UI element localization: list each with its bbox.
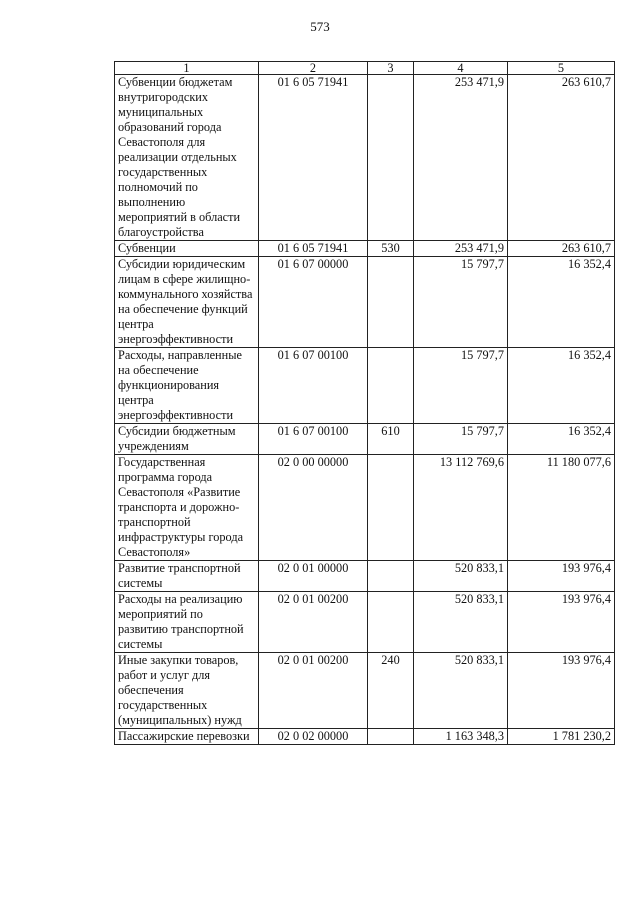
row-code: 01 6 07 00000: [259, 257, 368, 348]
row-value-1: 1 163 348,3: [414, 729, 508, 745]
row-value-1: 15 797,7: [414, 348, 508, 424]
row-name: Развитие транспортной системы: [115, 561, 259, 592]
table-row: [115, 75, 615, 241]
row-value-2: 193 976,4: [508, 592, 615, 653]
table-row: [115, 455, 615, 561]
table-row: [115, 653, 615, 729]
row-name: Расходы на реализацию мероприятий по развитию транспортной системы: [115, 592, 259, 653]
row-name: Государственная программа города Севастополя «Развитие транспорта и дорожно-транспортной инфраструктуры города Севастополя»: [115, 455, 259, 561]
row-code: 01 6 05 71941: [259, 241, 368, 257]
page-number: 573: [310, 19, 330, 34]
column-header: 3: [368, 62, 414, 75]
row-value-1: 253 471,9: [414, 75, 508, 241]
table-row: [115, 348, 615, 424]
row-value-2: 16 352,4: [508, 424, 615, 455]
row-name: Субвенции бюджетам внутригородских муниципальных образований города Севастополя для реализации отдельных государственных полномочий по выполнению мероприятий в области благоустройства: [115, 75, 259, 241]
row-code: 02 0 00 00000: [259, 455, 368, 561]
row-code: 02 0 02 00000: [259, 729, 368, 745]
row-value-2: 16 352,4: [508, 348, 615, 424]
row-value-1: 520 833,1: [414, 592, 508, 653]
row-name: Расходы, направленные на обеспечение функционирования центра энергоэффективности: [115, 348, 259, 424]
row-value-1: 253 471,9: [414, 241, 508, 257]
row-name: Субвенции: [115, 241, 259, 257]
row-category: [368, 729, 414, 745]
table-row: [115, 561, 615, 592]
row-code: 01 6 05 71941: [259, 75, 368, 241]
row-value-1: 520 833,1: [414, 653, 508, 729]
row-category: [368, 561, 414, 592]
row-name: Иные закупки товаров, работ и услуг для обеспечения государственных (муниципальных) нужд: [115, 653, 259, 729]
row-name: Субсидии юридическим лицам в сфере жилищно-коммунального хозяйства на обеспечение функций центра энергоэффективности: [115, 257, 259, 348]
table-row: [115, 257, 615, 348]
column-header: 4: [414, 62, 508, 75]
table-row: [115, 729, 615, 745]
table-row: [115, 241, 615, 257]
row-category: 240: [368, 653, 414, 729]
row-name: Субсидии бюджетным учреждениям: [115, 424, 259, 455]
row-category: [368, 257, 414, 348]
column-header: 2: [259, 62, 368, 75]
table-row: [115, 592, 615, 653]
row-code: 01 6 07 00100: [259, 424, 368, 455]
row-category: 530: [368, 241, 414, 257]
row-value-1: 520 833,1: [414, 561, 508, 592]
row-value-2: 263 610,7: [508, 75, 615, 241]
row-value-2: 16 352,4: [508, 257, 615, 348]
row-category: [368, 75, 414, 241]
column-header: 1: [115, 62, 259, 75]
header-row: [115, 62, 615, 75]
row-value-2: 263 610,7: [508, 241, 615, 257]
row-value-2: 1 781 230,2: [508, 729, 615, 745]
row-code: 01 6 07 00100: [259, 348, 368, 424]
row-value-2: 193 976,4: [508, 653, 615, 729]
row-value-1: 13 112 769,6: [414, 455, 508, 561]
row-category: 610: [368, 424, 414, 455]
row-code: 02 0 01 00000: [259, 561, 368, 592]
row-code: 02 0 01 00200: [259, 653, 368, 729]
row-category: [368, 455, 414, 561]
row-code: 02 0 01 00200: [259, 592, 368, 653]
row-category: [368, 592, 414, 653]
row-value-2: 193 976,4: [508, 561, 615, 592]
table-row: [115, 424, 615, 455]
row-value-2: 11 180 077,6: [508, 455, 615, 561]
column-header: 5: [508, 62, 615, 75]
budget-table: [114, 61, 615, 745]
row-value-1: 15 797,7: [414, 424, 508, 455]
row-name: Пассажирские перевозки: [115, 729, 259, 745]
row-category: [368, 348, 414, 424]
row-value-1: 15 797,7: [414, 257, 508, 348]
